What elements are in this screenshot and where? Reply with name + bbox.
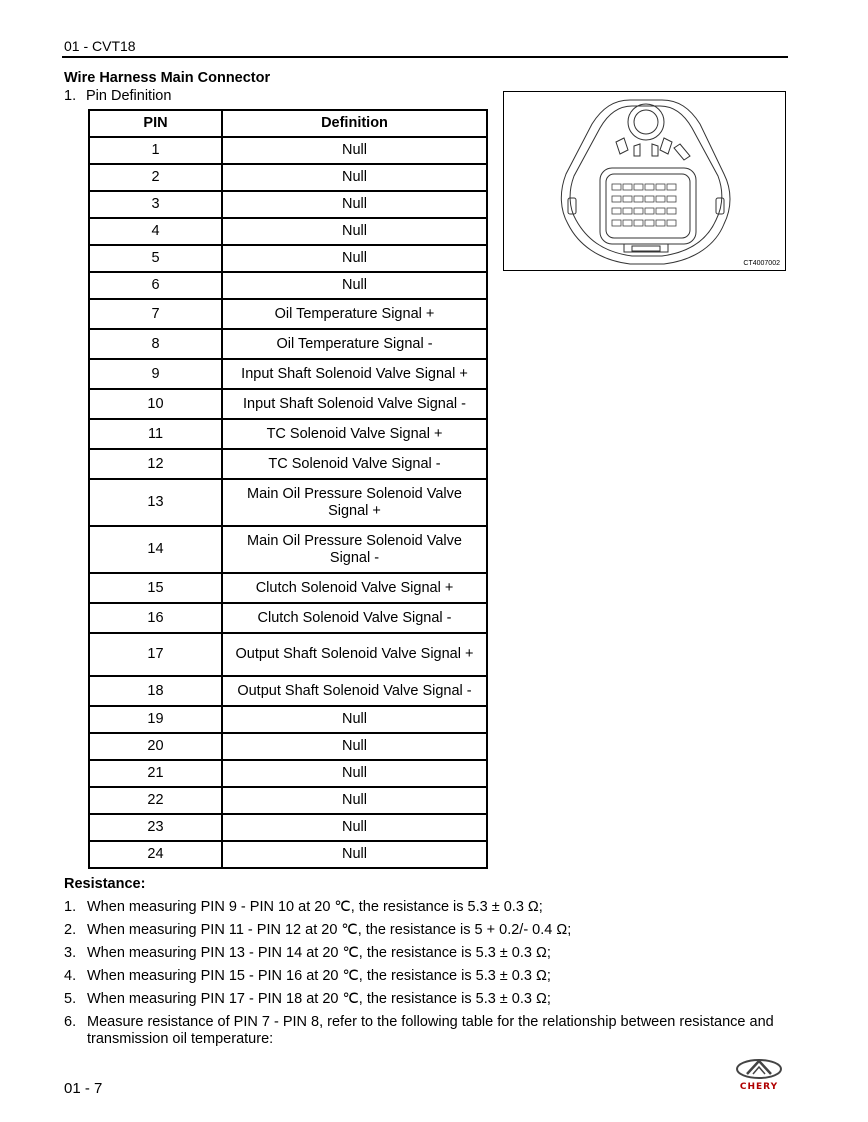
pin-table-body — [89, 137, 487, 868]
list-item — [64, 1014, 794, 1048]
logo-text: CHERY — [739, 1082, 779, 1092]
table-header-pin: PIN — [89, 110, 222, 137]
pin-cell: 24 — [89, 841, 222, 868]
definition-cell: Null — [222, 787, 487, 814]
table-row — [89, 633, 487, 676]
list-item-number: 3. — [64, 945, 77, 961]
pin-cell: 12 — [89, 449, 222, 479]
chery-logo — [732, 1058, 786, 1096]
table-row — [89, 814, 487, 841]
list-item-text: When measuring PIN 17 - PIN 18 at 20 ℃, the resistance is 5.3 ± 0.3 Ω; — [87, 991, 551, 1007]
table-header-definition: Definition — [222, 110, 487, 137]
definition-cell: Null — [222, 164, 487, 191]
list-item-text: When measuring PIN 11 - PIN 12 at 20 ℃, the resistance is 5 + 0.2/- 0.4 Ω; — [87, 922, 572, 938]
table-row — [89, 526, 487, 573]
list-item-number: 6. — [64, 1014, 77, 1030]
pin-cell: 6 — [89, 272, 222, 299]
list-item — [64, 922, 794, 939]
definition-cell: Main Oil Pressure Solenoid Valve Signal - — [222, 526, 487, 573]
definition-cell: Null — [222, 191, 487, 218]
pin-cell: 17 — [89, 633, 222, 676]
list-item — [64, 991, 794, 1008]
definition-cell: Null — [222, 218, 487, 245]
list-item-text: When measuring PIN 15 - PIN 16 at 20 ℃, the resistance is 5.3 ± 0.3 Ω; — [87, 968, 551, 984]
list-item — [64, 968, 794, 985]
list-item-number: 4. — [64, 968, 77, 984]
pin-cell: 23 — [89, 814, 222, 841]
table-row — [89, 733, 487, 760]
table-row — [89, 787, 487, 814]
resistance-title: Resistance: — [64, 876, 146, 892]
pin-cell: 9 — [89, 359, 222, 389]
table-row — [89, 706, 487, 733]
sub-title-text: Pin Definition — [86, 88, 172, 104]
list-item — [64, 945, 794, 962]
table-row — [89, 164, 487, 191]
pin-cell: 14 — [89, 526, 222, 573]
pin-definition-table — [88, 109, 488, 869]
list-item-number: 1. — [64, 899, 77, 915]
definition-cell: Clutch Solenoid Valve Signal - — [222, 603, 487, 633]
table-row — [89, 573, 487, 603]
definition-cell: Oil Temperature Signal - — [222, 329, 487, 359]
table-row — [89, 359, 487, 389]
table-row — [89, 449, 487, 479]
definition-cell: Null — [222, 733, 487, 760]
definition-cell: Main Oil Pressure Solenoid Valve Signal + — [222, 479, 487, 526]
definition-cell: Output Shaft Solenoid Valve Signal - — [222, 676, 487, 706]
definition-cell: Input Shaft Solenoid Valve Signal + — [222, 359, 487, 389]
pin-cell: 11 — [89, 419, 222, 449]
table-row — [89, 137, 487, 164]
definition-cell: Null — [222, 814, 487, 841]
page-number: 01 - 7 — [64, 1080, 103, 1097]
table-row — [89, 389, 487, 419]
list-item-text: When measuring PIN 13 - PIN 14 at 20 ℃, the resistance is 5.3 ± 0.3 Ω; — [87, 945, 551, 961]
table-row — [89, 603, 487, 633]
table-row — [89, 245, 487, 272]
pin-cell: 19 — [89, 706, 222, 733]
sub-title — [64, 88, 171, 104]
table-row — [89, 841, 487, 868]
list-item-text: When measuring PIN 9 - PIN 10 at 20 ℃, the resistance is 5.3 ± 0.3 Ω; — [87, 899, 543, 915]
pin-cell: 8 — [89, 329, 222, 359]
definition-cell: Clutch Solenoid Valve Signal + — [222, 573, 487, 603]
resistance-list — [64, 899, 794, 1054]
chery-logo-icon — [732, 1058, 786, 1082]
definition-cell: TC Solenoid Valve Signal - — [222, 449, 487, 479]
figure-code: CT4007002 — [743, 260, 780, 267]
pin-cell: 13 — [89, 479, 222, 526]
list-item — [64, 899, 794, 916]
pin-cell: 1 — [89, 137, 222, 164]
pin-cell: 4 — [89, 218, 222, 245]
definition-cell: Input Shaft Solenoid Valve Signal - — [222, 389, 487, 419]
pin-cell: 18 — [89, 676, 222, 706]
definition-cell: Null — [222, 245, 487, 272]
definition-cell: Null — [222, 760, 487, 787]
pin-cell: 21 — [89, 760, 222, 787]
list-item-number: 2. — [64, 922, 77, 938]
pin-cell: 2 — [89, 164, 222, 191]
definition-cell: Null — [222, 272, 487, 299]
table-row — [89, 760, 487, 787]
table-row — [89, 479, 487, 526]
table-row — [89, 419, 487, 449]
section-title: Wire Harness Main Connector — [64, 70, 271, 86]
header-rule — [62, 56, 788, 58]
sub-title-number: 1. — [64, 88, 77, 104]
pin-cell: 15 — [89, 573, 222, 603]
table-row — [89, 218, 487, 245]
pin-cell: 7 — [89, 299, 222, 329]
table-row — [89, 329, 487, 359]
table-row — [89, 191, 487, 218]
list-item-text: Measure resistance of PIN 7 - PIN 8, refer to the following table for the relationship between resistance and transmission oil temperature: — [87, 1014, 774, 1047]
pin-cell: 16 — [89, 603, 222, 633]
pin-cell: 5 — [89, 245, 222, 272]
table-row — [89, 272, 487, 299]
pin-cell: 20 — [89, 733, 222, 760]
pin-cell: 22 — [89, 787, 222, 814]
definition-cell: Oil Temperature Signal + — [222, 299, 487, 329]
connector-illustration — [504, 92, 785, 270]
definition-cell: Null — [222, 841, 487, 868]
pin-cell: 3 — [89, 191, 222, 218]
definition-cell: Null — [222, 137, 487, 164]
connector-figure — [503, 91, 786, 271]
table-row — [89, 299, 487, 329]
definition-cell: Output Shaft Solenoid Valve Signal + — [222, 633, 487, 676]
page-header: 01 - CVT18 — [64, 38, 136, 54]
pin-cell: 10 — [89, 389, 222, 419]
definition-cell: TC Solenoid Valve Signal + — [222, 419, 487, 449]
definition-cell: Null — [222, 706, 487, 733]
list-item-number: 5. — [64, 991, 77, 1007]
table-row — [89, 676, 487, 706]
